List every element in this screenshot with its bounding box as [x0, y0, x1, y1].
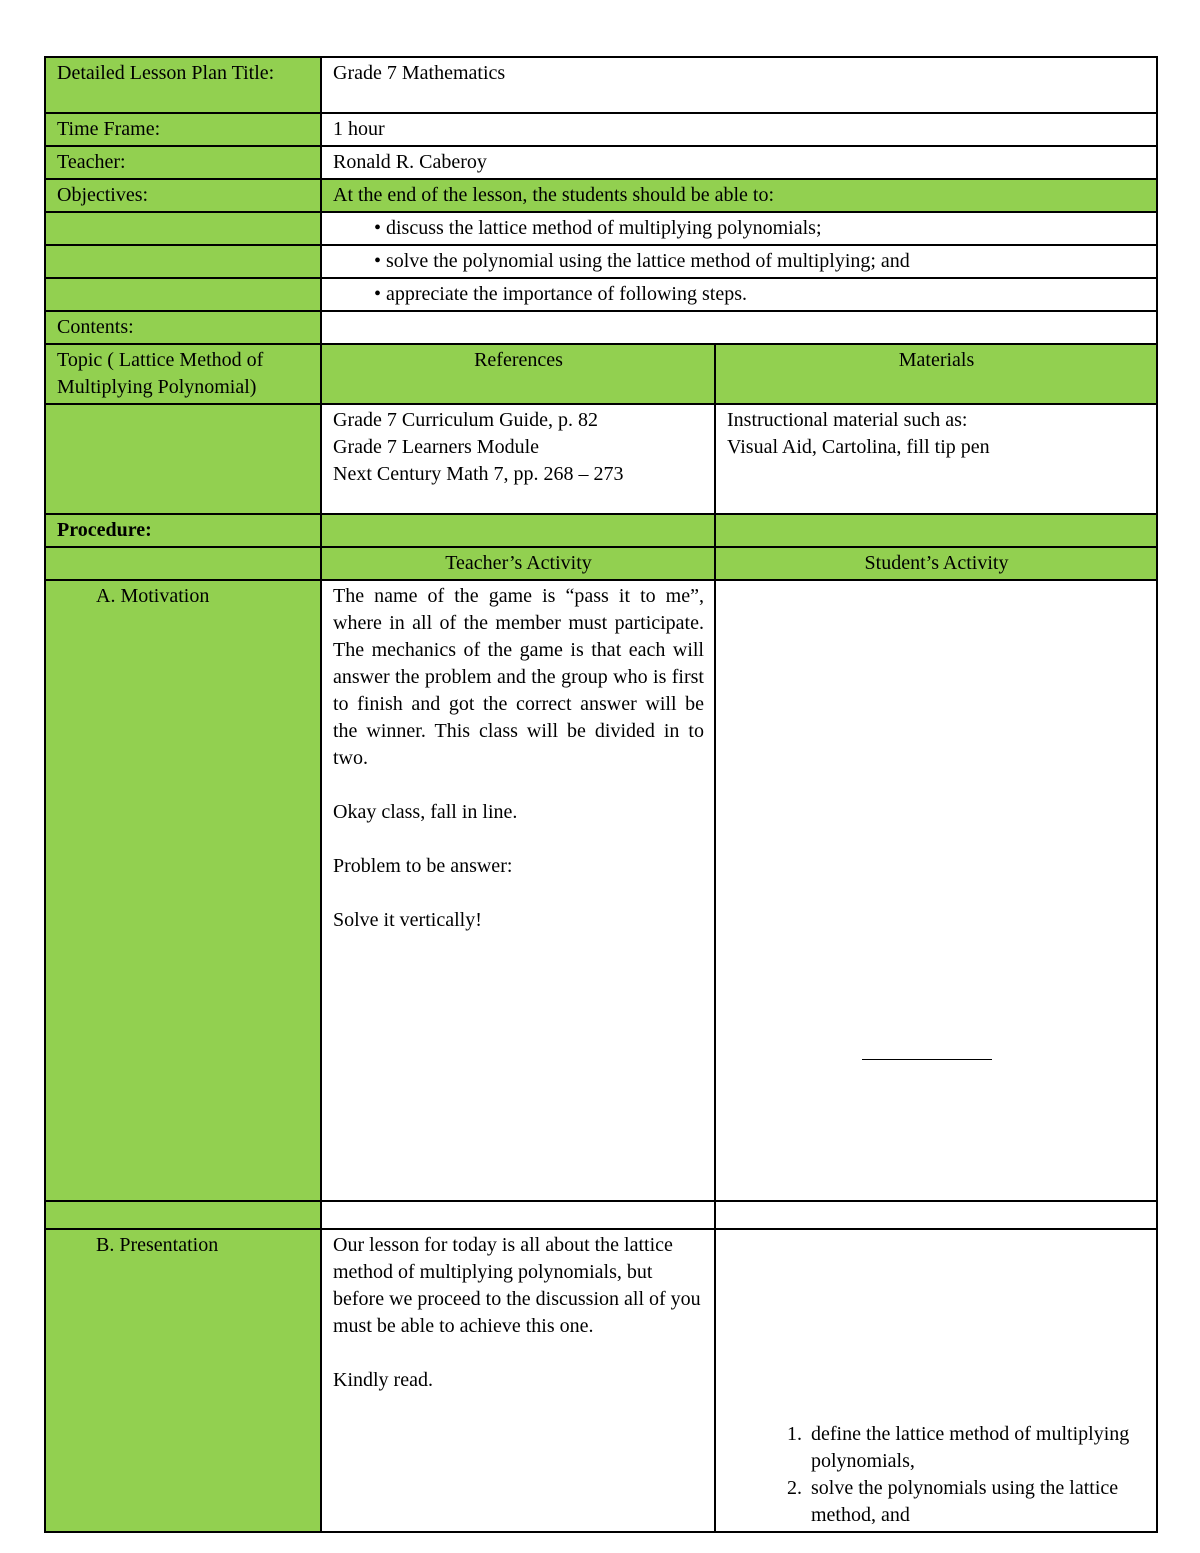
procedure-spacer — [321, 514, 715, 547]
presentation-label: B. Presentation — [45, 1229, 321, 1532]
material-item: Visual Aid, Cartolina, fill tip pen — [727, 436, 990, 458]
answer-underline — [862, 1059, 992, 1060]
reference-item: Grade 7 Curriculum Guide, p. 82 — [333, 409, 598, 431]
motivation-paragraph: Okay class, fall in line. — [333, 801, 518, 823]
objective-spacer — [45, 245, 321, 278]
objective-spacer — [45, 212, 321, 245]
list-item: 1. define the lattice method of multiplying polynomials, — [807, 1421, 1146, 1475]
material-item: Instructional material such as: — [727, 409, 968, 431]
teacher-label: Teacher: — [45, 146, 321, 179]
topic-spacer — [45, 404, 321, 514]
presentation-paragraph: Our lesson for today is all about the lattice method of multiplying polynomials, but before we proceed to the discussion all of you must be able to achieve this one. — [333, 1234, 701, 1337]
presentation-teacher-cell — [321, 1229, 715, 1532]
procedure-label: Procedure: — [45, 514, 321, 547]
title-value: Grade 7 Mathematics — [321, 57, 1157, 113]
contents-value — [321, 311, 1157, 344]
separator-spacer — [715, 1201, 1157, 1229]
teacher-activity-header: Teacher’s Activity — [321, 547, 715, 580]
motivation-paragraph: Problem to be answer: — [333, 855, 513, 877]
list-item: 2. solve the polynomials using the lattice method, and — [807, 1475, 1146, 1529]
title-label: Detailed Lesson Plan Title: — [45, 57, 321, 113]
reference-item: Grade 7 Learners Module — [333, 436, 540, 458]
objective-item: • appreciate the importance of following steps. — [321, 278, 1157, 311]
materials-cell — [715, 404, 1157, 514]
teacher-value: Ronald R. Caberoy — [321, 146, 1157, 179]
objective-spacer — [45, 278, 321, 311]
references-header: References — [321, 344, 715, 404]
contents-label: Contents: — [45, 311, 321, 344]
references-cell — [321, 404, 715, 514]
reference-item: Next Century Math 7, pp. 268 – 273 — [333, 463, 624, 485]
objectives-reading-list — [727, 1421, 1146, 1529]
objectives-intro: At the end of the lesson, the students should be able to: — [321, 179, 1157, 212]
presentation-student-cell — [715, 1229, 1157, 1532]
topic-label: Topic ( Lattice Method of Multiplying Polynomial) — [45, 344, 321, 404]
objective-item: • solve the polynomial using the lattice method of multiplying; and — [321, 245, 1157, 278]
materials-header: Materials — [715, 344, 1157, 404]
lesson-plan-table — [44, 56, 1158, 1533]
motivation-label: A. Motivation — [45, 580, 321, 1201]
motivation-paragraph: Solve it vertically! — [333, 909, 482, 931]
motivation-teacher-cell — [321, 580, 715, 1201]
objective-item: • discuss the lattice method of multiplying polynomials; — [321, 212, 1157, 245]
presentation-paragraph: Kindly read. — [333, 1369, 433, 1391]
motivation-student-cell — [715, 580, 1157, 1201]
time-frame-value: 1 hour — [321, 113, 1157, 146]
procedure-spacer — [715, 514, 1157, 547]
separator-spacer — [321, 1201, 715, 1229]
time-frame-label: Time Frame: — [45, 113, 321, 146]
activity-header-spacer — [45, 547, 321, 580]
motivation-paragraph: The name of the game is “pass it to me”, where in all of the member must participate. The mechanics of the game is that each will answer the problem and the group who is first to finish and got the correct answer will be the winner. This class will be divided in to two. — [333, 585, 704, 769]
student-activity-header: Student’s Activity — [715, 547, 1157, 580]
separator-spacer — [45, 1201, 321, 1229]
objectives-label: Objectives: — [45, 179, 321, 212]
